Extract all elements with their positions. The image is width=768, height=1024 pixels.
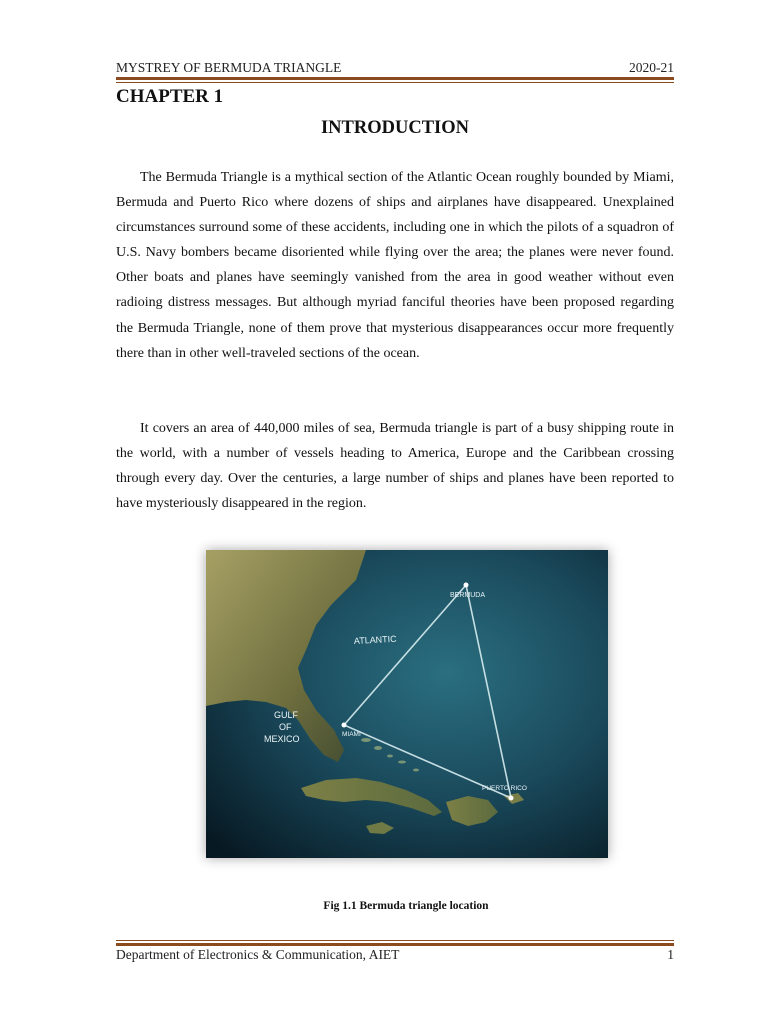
- label-of: OF: [279, 722, 292, 732]
- miami-marker: [342, 723, 347, 728]
- header-rule-thin: [116, 82, 674, 83]
- section-title: INTRODUCTION: [320, 118, 470, 138]
- puerto-rico-marker: [509, 796, 514, 801]
- label-atlantic: ATLANTIC: [353, 633, 397, 646]
- paragraph-2: It covers an area of 440,000 miles of sea, Bermuda triangle is part of a busy shipping route in the world, with a number of vessels heading to America, Europe and the Caribbean crossing through every day. Over the centuries, a large number of ships and planes have been reported to have mysteriously disappeared in the region.: [116, 421, 674, 512]
- bermuda-triangle-map: [206, 550, 608, 858]
- figure-caption: Fig 1.1 Bermuda triangle location: [323, 900, 489, 912]
- bermuda-marker: [464, 583, 469, 588]
- label-puerto-rico: PUERTO RICO: [482, 785, 527, 792]
- label-miami: MIAMI: [342, 731, 361, 738]
- map-image: [206, 550, 608, 858]
- label-mexico: MEXICO: [264, 734, 300, 744]
- label-gulf: GULF: [274, 710, 299, 720]
- footer-department: Department of Electronics & Communication, AIET: [116, 947, 400, 962]
- paragraph-1: The Bermuda Triangle is a mythical section of the Atlantic Ocean roughly bounded by Miami, Bermuda and Puerto Rico where dozens of ships and airplanes have disappeared. Unexplained circumstances surround some of these accidents, including one in which the pilots of a squadron of U.S. Navy bombers became disoriented while flying over the area; the planes were never found. Other boats and planes have seemingly vanished from the area in good weather without even radioing distress messages. But although myriad fanciful theories have been proposed regarding the Bermuda Triangle, none of them prove that mysterious disappearances occur more frequently there than in other well-traveled sections of the ocean.: [116, 170, 674, 361]
- page-footer: [116, 947, 674, 963]
- header-rule-thick: [116, 77, 674, 80]
- footer-rule-thick: [116, 943, 674, 946]
- header-title: MYSTREY OF BERMUDA TRIANGLE: [116, 60, 342, 75]
- chapter-heading: CHAPTER 1: [116, 86, 224, 107]
- label-bermuda: BERMUDA: [450, 592, 486, 599]
- header-year: 2020-21: [629, 60, 674, 75]
- footer-rule-thin: [116, 940, 674, 941]
- page-header: [116, 60, 674, 76]
- page-number: 1: [667, 947, 674, 962]
